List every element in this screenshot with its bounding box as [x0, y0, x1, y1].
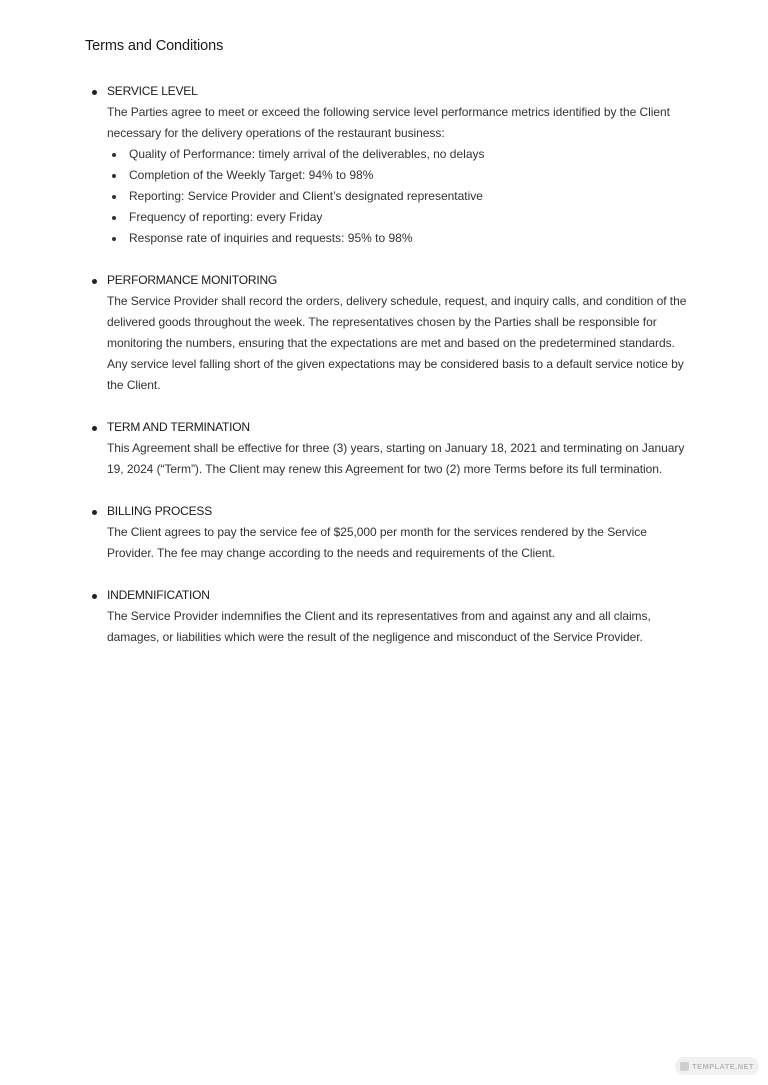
- section-body: This Agreement shall be effective for three (3) years, starting on January 18, 2021 and terminating on January 19, 2024 (“Term”). The Client may renew this Agreement for two (2) more Terms before its full termination.: [107, 441, 685, 476]
- metric-item: Reporting: Service Provider and Client’s designated representative: [129, 186, 690, 207]
- metric-item: Completion of the Weekly Target: 94% to 98%: [129, 165, 690, 186]
- section-heading: TERM AND TERMINATION: [107, 420, 250, 434]
- section-term-and-termination: [90, 417, 690, 480]
- template-logo-icon: [680, 1062, 689, 1071]
- section-body: The Client agrees to pay the service fee of $25,000 per month for the services rendered by the Service Provider. The fee may change according to the needs and requirements of the Client.: [107, 525, 647, 560]
- service-level-metrics-list: [107, 144, 690, 249]
- page-title: Terms and Conditions: [85, 38, 224, 54]
- metric-item: Response rate of inquiries and requests: 95% to 98%: [129, 228, 690, 249]
- section-body: The Parties agree to meet or exceed the following service level performance metrics identified by the Client necessary for the delivery operations of the restaurant business:: [107, 105, 670, 140]
- watermark-text: TEMPLATE.NET: [692, 1061, 754, 1071]
- section-service-level: [90, 81, 690, 249]
- section-indemnification: [90, 585, 690, 648]
- template-watermark: [675, 1057, 759, 1075]
- terms-section-list: [90, 81, 690, 669]
- metric-item: Quality of Performance: timely arrival of the deliverables, no delays: [129, 144, 690, 165]
- section-body: The Service Provider indemnifies the Client and its representatives from and against any and all claims, damages, or liabilities which were the result of the negligence and misconduct of the Service Provider.: [107, 609, 651, 644]
- section-heading: PERFORMANCE MONITORING: [107, 273, 278, 287]
- metric-item: Frequency of reporting: every Friday: [129, 207, 690, 228]
- section-billing-process: [90, 501, 690, 564]
- section-heading: INDEMNIFICATION: [107, 588, 210, 602]
- section-body: The Service Provider shall record the orders, delivery schedule, request, and inquiry calls, and condition of the delivered goods throughout the week. The representatives chosen by the Parties shall be responsible for monitoring the numbers, ensuring that the expectations are met and based on the predetermined standards. Any service level falling short of the given expectations may be considered basis to a default service notice by the Client.: [107, 294, 687, 392]
- section-heading: SERVICE LEVEL: [107, 84, 198, 98]
- section-performance-monitoring: [90, 270, 690, 396]
- section-heading: BILLING PROCESS: [107, 504, 213, 518]
